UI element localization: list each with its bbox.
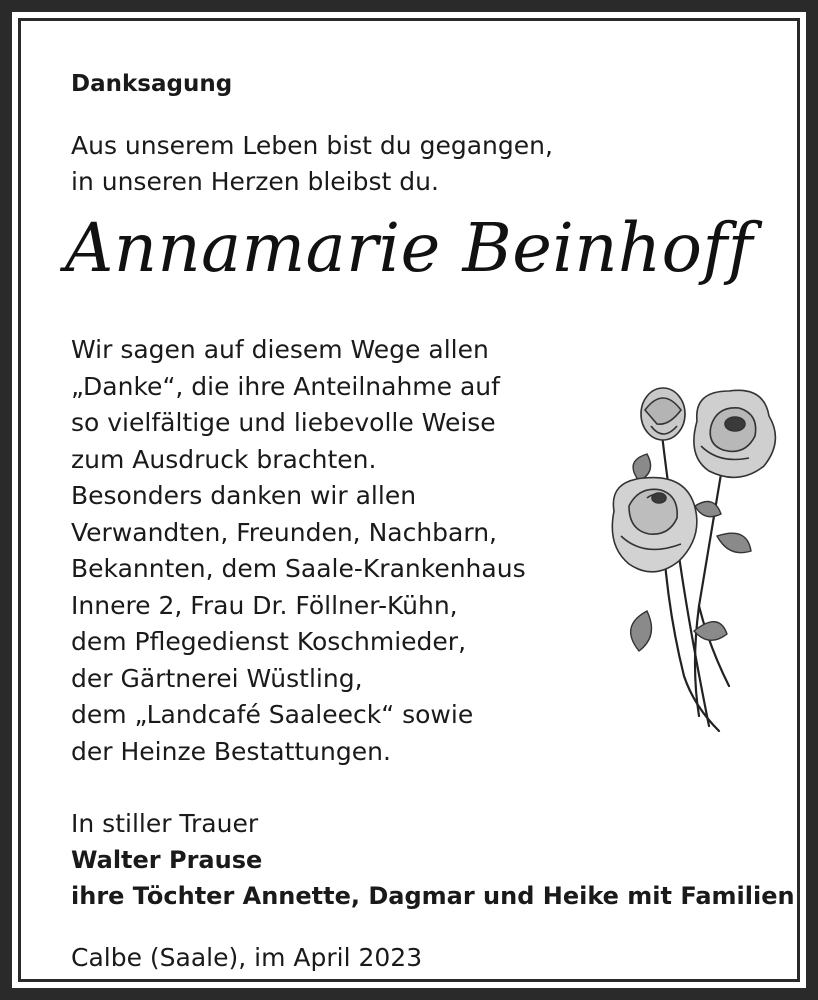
thanks-line: zum Ausdruck brachten.: [71, 444, 377, 474]
signature-block: [71, 806, 795, 914]
closing-intro: In stiller Trauer: [71, 809, 259, 838]
motto-line: in unseren Herzen bleibst du.: [71, 167, 439, 196]
notice-frame: [18, 18, 800, 982]
thanks-line: dem „Landcafé Saaleeck“ sowie: [71, 700, 474, 729]
signer-name: Walter Prause: [71, 846, 263, 874]
motto: [71, 128, 553, 200]
deceased-name: Annamarie Beinhoff: [65, 209, 754, 287]
place-date: Calbe (Saale), im April 2023: [71, 943, 423, 972]
thanks-line: dem Pflegedienst Koschmieder,: [71, 627, 467, 656]
thanks-line: Verwandten, Freunden, Nachbarn,: [71, 517, 498, 547]
notice-heading: Danksagung: [71, 71, 233, 97]
motto-line: Aus unserem Leben bist du gegangen,: [71, 131, 553, 160]
thanks-line: der Heinze Bestattungen.: [71, 736, 391, 766]
roses-illustration: [599, 386, 799, 741]
thanks-line: so vielfältige und liebevolle Weise: [71, 408, 496, 437]
thanks-text: [71, 332, 526, 770]
thanks-line: der Gärtnerei Wüstling,: [71, 663, 363, 693]
thanks-line: Besonders danken wir allen: [71, 481, 417, 510]
thanks-line: „Danke“, die ihre Anteilnahme auf: [71, 371, 500, 401]
thanks-line: Innere 2, Frau Dr. Föllner-Kühn,: [71, 590, 458, 620]
thanks-line: Wir sagen auf diesem Wege allen: [71, 335, 489, 364]
thanks-line: Bekannten, dem Saale-Krankenhaus: [71, 554, 526, 583]
family-names: ihre Töchter Annette, Dagmar und Heike mit Familien: [71, 882, 795, 910]
